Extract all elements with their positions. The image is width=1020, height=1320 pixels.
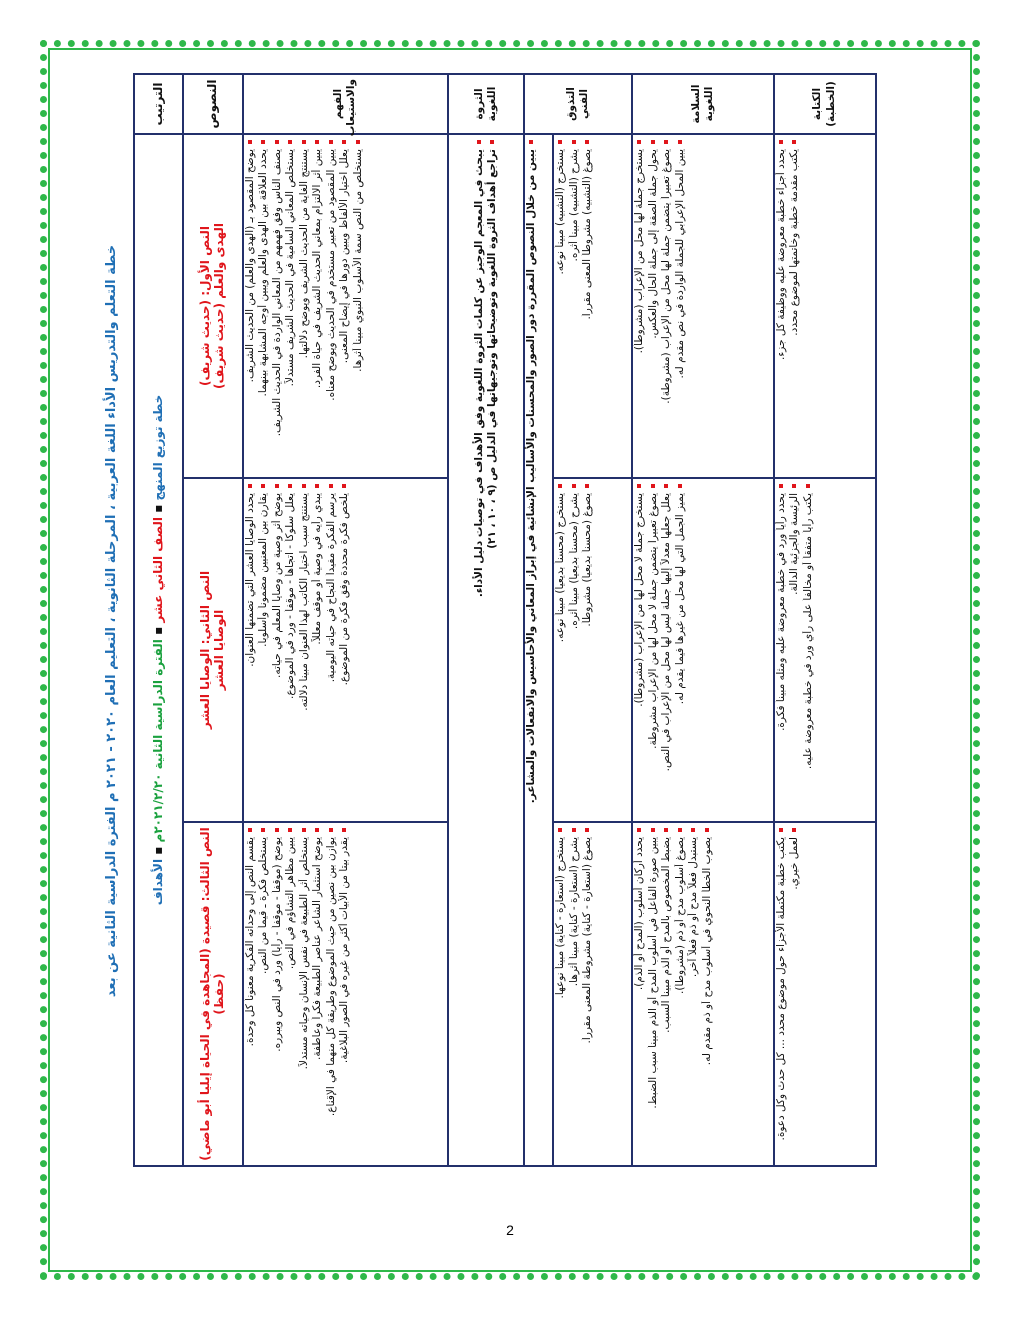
domain-writing: الكتابة (الخطبة) — [774, 74, 876, 134]
list-item: يبين صورة الفاعل في أسلوب المدح أو الذم مبيناً سبب الضبط. — [647, 827, 661, 1161]
document-title: خطة التعلم والتدريس الأداء اللغة العربية ، المرحلة الثانوية ، التعليم العام ٢٠٢٠ - ٢٠٢١ م الفترة الدراسية الثانية عن بعد — [104, 244, 119, 998]
taste-col3 — [553, 822, 632, 1166]
list-item: يبدي رأيه في وصية أو موقف معللاً. — [311, 483, 325, 817]
list-item: يوازن بين نصين من حيث الموضوع وطريقة كل منهما في الإقناع. — [325, 827, 339, 1161]
comprehension-col1 — [243, 134, 449, 478]
domain-comprehension: الفهم والاستيعاب — [243, 74, 449, 134]
list-item: يستنتج سبب اختيار الكاتب لهذا العنوان مبيناً دلالته. — [298, 483, 312, 817]
text2-header — [183, 478, 242, 822]
writing-col1 — [774, 134, 876, 478]
domain-grammar: السلامة اللغوية — [632, 74, 773, 134]
list-item: يبين أثر الالتزام بمعاني الحديث الشريف في حياة الفرد. — [311, 139, 325, 473]
domain-richness: الثروة اللغوية — [448, 74, 524, 134]
list-item: يعلل جعلها معدلاً إليها جملة ليس لها محل من الإعراب في النص. — [660, 483, 674, 817]
list-item: يبين المحل الإعرابي للجملة الواردة في نص مقدم له. — [674, 139, 688, 473]
grammar-col3 — [632, 822, 773, 1166]
text1-title: الهدى والعلم (حديث شريف) — [211, 223, 226, 389]
list-item: يعلل اختيار الألفاظ ويبين دورها في إيضاح المعنى. — [338, 139, 352, 473]
taste-col2 — [553, 478, 632, 822]
list-item: يحدد الوصايا العشر التي تضمنها العنوان. — [244, 483, 258, 817]
list-item: يستنتج الغاية من الحديث الشريف ويوضح دلالتها. — [298, 139, 312, 473]
list-item: يستخلص فكرة ـ قيماً من النص. — [257, 827, 271, 1161]
plan-header: خطة توزيع المنهج ▪ الصف الثاني عشر ▪ الفترة الدراسية الثانية ٢٠٢١/٢/٢٠م ▪ الأهداف — [134, 134, 183, 1166]
list-item: يلخص فكرة محددة وفق فكرة من الموضوع. — [338, 483, 352, 817]
list-item: يعلل سلوكاً - اتجاهاً - موقفاً - ورد في الموضوع. — [284, 483, 298, 817]
list-item: يقسم النص إلى وحداته الفكرية معنوناً كل وحدة. — [244, 827, 258, 1161]
texts-header: النصوص — [183, 74, 242, 134]
list-item: يستخرج (محسناً بديعياً) مبيناً نوعه. — [554, 483, 568, 817]
list-item: يشرح (محسناً بديعياً) مبيناً أثره. — [568, 483, 582, 817]
list-item: يصوغ تعبيراً يتضمن جملة لها محل من الإعراب (مشروطة). — [660, 139, 674, 473]
text2-title: الوصايا العشر — [211, 609, 226, 691]
list-item: يكتب مقدمة خطبة وخاتمتها لموضوع محدد. — [788, 139, 802, 473]
list-item: يحدد أجزاء خطبة معروضة عليه ووظيفة كل جزء. — [775, 139, 789, 473]
taste-span — [524, 134, 554, 1166]
list-item: يستخرج جملة لا محل لها من الإعراب (مشروطاً). — [633, 483, 647, 817]
list-item: يوضح المقصود بـ (الهدى والعلم) من الحديث الشريف. — [244, 139, 258, 473]
list-item: يستخلص أثر الطبيعة في نفس الإنسان وحياته مستدلاً. — [298, 827, 312, 1161]
list-item: يبحث في المعجم الوجيز عن كلمات الثروة اللغوية وفق الأهداف في توصيات دليل الأداء. — [473, 139, 487, 1161]
text3-name: النص الثالث: قصيدة (المجاهدة في الحياة إيليا أبو ماضي) (حفظ) — [198, 827, 226, 1161]
list-item: يصوغ تعبيراً يتضمن جملة لا محل لها من الإعراب مشروطة. — [647, 483, 661, 817]
grade-label: الصف الثاني عشر — [150, 516, 165, 623]
grammar-col2 — [632, 478, 773, 822]
page-number: 2 — [506, 1222, 514, 1238]
list-item: يبين مظاهر التشاؤم في النص. — [284, 827, 298, 1161]
list-item: يصوب الخطأ النحوي في أسلوب مدح أو ذم مقدم له. — [701, 827, 715, 1161]
taste-col1 — [553, 134, 632, 478]
text3-header — [183, 822, 242, 1166]
writing-col2 — [774, 478, 876, 822]
list-item: يصوغ أسلوب مدح أو ذم (مشروطاً). — [674, 827, 688, 1161]
list-item: يشرح (التشبيه) مبيناً أثره. — [568, 139, 582, 473]
comprehension-col3 — [243, 822, 449, 1166]
list-item: يميز الجمل التي لها محل من غيرها فيما يقدم له. — [674, 483, 688, 817]
order-header: الترتيب — [134, 74, 183, 134]
list-item: يستخلص من النص سمة الأسلوب النبوي مبيناً أثرها. — [352, 139, 366, 473]
list-item: يبين من خلال النصوص المقررة دور الصور والمحسنات والأساليب الإنشائية في إبراز المعاني والأحاسيس والانفعالات والمشاعر. — [525, 139, 539, 1161]
goals-label: الأهداف — [150, 858, 165, 906]
list-item: يحدد أركان أسلوب (المدح أو الذم). — [633, 827, 647, 1161]
list-item: يوضح (موقفاً - موقفاً - رأياً) ورد في النص ويبرره. — [271, 827, 285, 1161]
list-item: يصوغ (استعارة - كناية) مشروطة المعنى مقرراً. — [581, 827, 595, 1161]
list-item: يرسم الفكرة مفيداً النجاح في حياته اليومية. — [325, 483, 339, 817]
list-item: يستبدل فعلاً مدح أو ذم فعلاً آخر. — [687, 827, 701, 1161]
list-item: يصنف الناس وفق فهمهم من المعاني الواردة في الحديث الشريف. — [271, 139, 285, 473]
list-item: يقدر بيتاً من الأبيات أكثر من غيره في الصور البلاغية. — [338, 827, 352, 1161]
list-item: يكتب رأياً متفقاً أو مخالفاً على رأي ورد في خطبة معروضة عليه. — [802, 483, 816, 817]
list-item: يقارن بين المعنيين مضموناً وأسلوباً. — [257, 483, 271, 817]
list-item: يضبط المخصوص بالمدح أو الذم مبيناً السبب. — [660, 827, 674, 1161]
list-item: يستخرج (استعارة - كناية) مبيناً نوعها. — [554, 827, 568, 1161]
domain-taste: التذوق الفني — [524, 74, 633, 134]
period-date: الفترة الدراسية الثانية ٢٠٢١/٢/٢٠م — [150, 639, 165, 843]
list-item: يحدد العلاقة بين الهدى والعلم ويبين أوجه المشابهة بينهما. — [257, 139, 271, 473]
list-item: يستخلص المعاني السامية في الحديث الشريف مستدلاً. — [284, 139, 298, 473]
list-item: يبين المقصود من تعبير مستخدم في الحديث ويوضح معناه. — [325, 139, 339, 473]
list-item: يوضح أثر وصية من وصايا المعلم في حياته. — [271, 483, 285, 817]
list-item: يحول جملة الصفة إلى جملة الحال والعكس. — [647, 139, 661, 473]
list-item: لعمل خيري. — [788, 827, 802, 1161]
list-item: يشرح (استعارة - كناية) مبيناً أثرها. — [568, 827, 582, 1161]
text2-name: النص الثاني: الوصايا العشر — [198, 570, 213, 730]
rotated-page — [97, 75, 877, 1167]
plan-title: خطة توزيع المنهج — [150, 394, 165, 501]
comprehension-col2 — [243, 478, 449, 822]
text1-header — [183, 134, 242, 478]
list-item: يصوغ (محسناً بديعياً) مشروطاً. — [581, 483, 595, 817]
text1-name: النص الأول: (حديث شريف) — [198, 226, 213, 386]
plan-table — [133, 73, 877, 1167]
list-item: يوضح استثمار الشاعر عناصر الطبيعة فكراً وعاطفة. — [311, 827, 325, 1161]
list-item: تراجع أهداف الثروة اللغوية وتوضيحاتها وتوجيهاتها في الدليل ص (٩ ، ١٠ ، ٢١) — [486, 139, 500, 1161]
list-item: يستخرج (التشبيه) مبيناً نوعه. — [554, 139, 568, 473]
list-item: يكتب خطبة مكتملة الأجزاء حول موضوع محدد ... كل حدث وكل دعوة. — [775, 827, 789, 1161]
list-item: يستخرج جملة لها محل من الإعراب (مشروطاً). — [633, 139, 647, 473]
list-item: يحدد رأياً ورد في خطبة معروضة عليه ومثله مبيناً فكرة. — [775, 483, 789, 817]
list-item: يصوغ (التشبيه) مشروطاً المعنى مقرراً. — [581, 139, 595, 473]
richness-span — [448, 134, 524, 1166]
list-item: الرئيسة والجزئية الدالة. — [788, 483, 802, 817]
writing-col3 — [774, 822, 876, 1166]
grammar-col1 — [632, 134, 773, 478]
